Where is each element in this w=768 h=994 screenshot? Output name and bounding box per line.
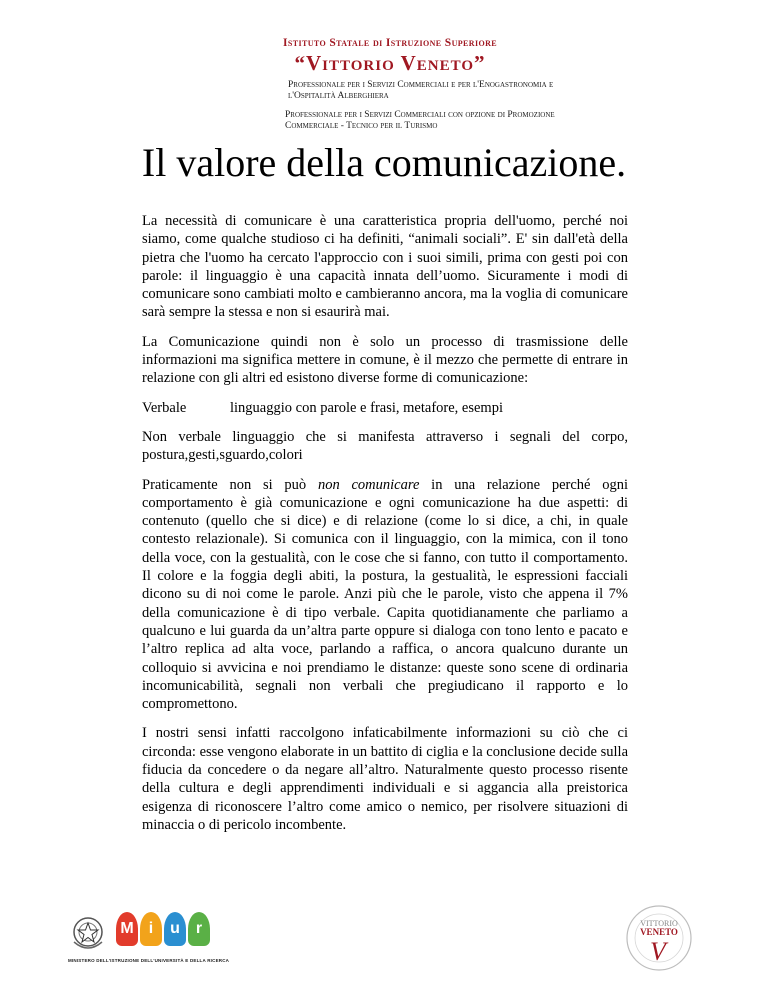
miur-letter-m: M [116,912,138,946]
seal-monogram: V [650,937,666,966]
verbale-text: linguaggio con parole e frasi, metafore, esempi [230,399,503,416]
school-seal [624,902,694,974]
institute-line: Istituto Statale di Istruzione Superiore [282,37,498,49]
verbale-row [142,399,628,417]
school-seal-icon [624,902,694,974]
document-title: Il valore della comunicazione. [141,140,627,185]
paragraph-3 [142,476,628,714]
seal-top-text: VITTORIO [640,919,678,928]
miur-letters [116,912,210,946]
seal-name-text: VENETO [640,927,678,937]
miur-logo [68,912,228,972]
nonverbale-paragraph: Non verbale linguaggio che si manifesta attraverso i segnali del corpo, postura,gesti,sguardo,colori [142,428,628,464]
miur-caption: MINISTERO DELL'ISTRUZIONE DELL'UNIVERSITÀ E DELLA RICERCA [68,958,230,963]
paragraph-2: La Comunicazione quindi non è solo un processo di trasmissione delle informazioni ma significa mettere in comune, è il mezzo che permette di entrare in relazione con gli altri ed esistono diverse forme di comunicazione: [142,333,628,387]
paragraph-3-rest: in una relazione perché ogni comportamento è già comunicazione e ogni comunicazione ha due aspetti: di contenuto (quello che si dice) e di relazione (come lo si dice, a chi, in quale contesto relazionale). Si comunica con il linguaggio, con la mimica, con il tono della voce, con la gestualità, con le cose che si fanno, con tutto il comportamento. Il colore e la foggia degli abiti, la postura, la gestualità, le espressioni facciali dicono su di noi come le parole. Anzi più che le parole, visto che appena il 7% della comunicazione è di tipo verbale. Capita quotidianamente che parliamo a qualcuno e lui guarda da un’altra parte oppure si dialoga con tono lento e pacato e l’altro replica ad alta voce, parlando a raffica, o ancora qualcuno durante un colloquio si avvicina e noi prendiamo le distanze: queste sono scene di ordinaria incomunicabilità, segnali non verbali che pregiudicano il rapporto e lo compromettono. [142,476,629,713]
school-header [200,36,580,132]
paragraph-3-emphasis: non comunicare [317,476,420,493]
republic-emblem-icon [68,912,108,954]
school-name: “Vittorio Veneto” [294,51,486,75]
school-subtitle-2: Professionale per i Servizi Commerciali con opzione di Promozione Commerciale - Tecnico per il Turismo [285,110,555,131]
miur-letter-r: r [188,912,210,946]
document-body [142,212,628,845]
school-subtitle-1: Professionale per i Servizi Commerciali e per l'Enogastronomia e l'Ospitalità Alberghiera [288,80,554,101]
paragraph-4: I nostri sensi infatti raccolgono infaticabilmente informazioni su ciò che ci circonda: esse vengono elaborate in un battito di ciglia e la conclusione decide sulla fiducia da concedere o da negare all’altro. Naturalmente questo processo risente della cultura e degli apprendimenti individuali e si aggancia alla preistorica esigenza di riconoscere l’altro come amico o nemico, per risolvere situazioni di minaccia o di pericolo incombente. [142,725,628,833]
paragraph-3-start: Praticamente non si può [142,476,318,493]
miur-letter-u: u [164,912,186,946]
miur-letter-i: i [140,912,162,946]
verbale-label: Verbale [142,399,187,416]
paragraph-1: La necessità di comunicare è una caratteristica propria dell'uomo, perché noi siamo, come qualche studioso ci ha definiti, “animali sociali”. E' sin dall'età della pietra che l'uomo ha cercato l'approccio con i suoi simili, prima con gesti poi con parole: il linguaggio è una capacità innata dell’uomo. Sicuramente i modi di comunicare sono cambiati molto e cambieranno ancora, ma la voglia di comunicare sarà sempre la stessa e non si esaurirà mai. [142,213,628,321]
